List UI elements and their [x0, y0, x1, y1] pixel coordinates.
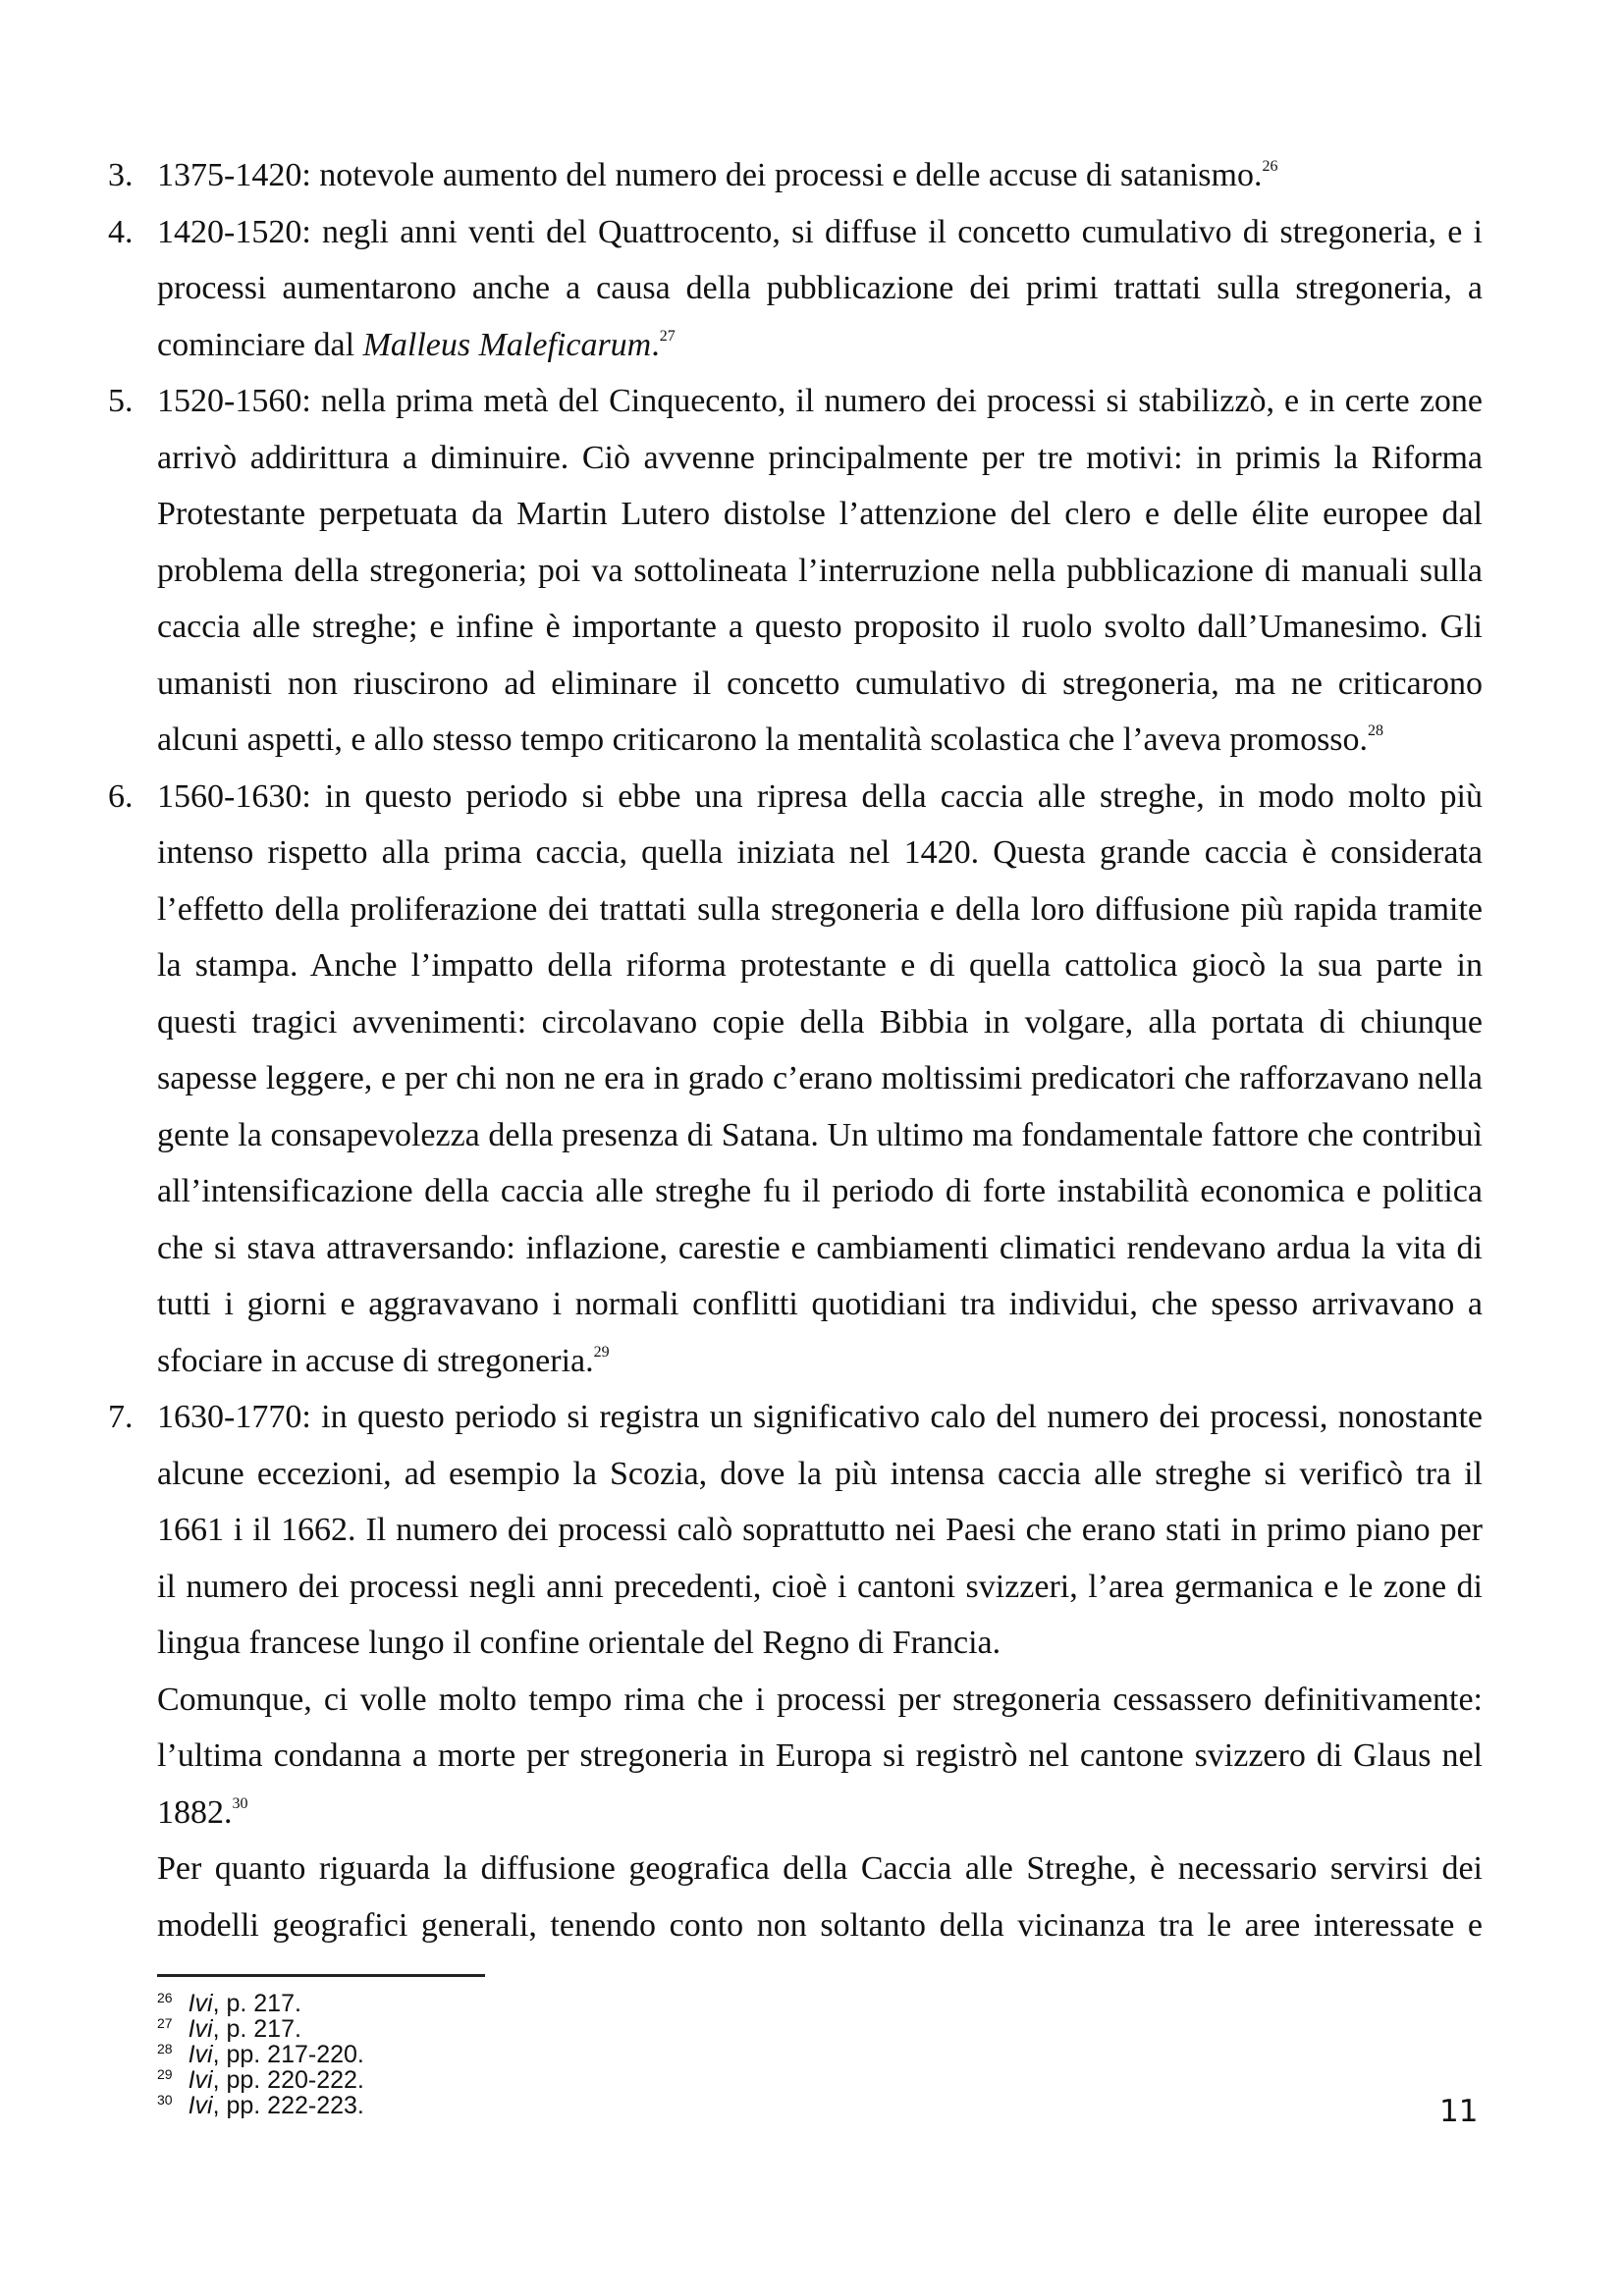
list-item-text: 1630-1770: in questo periodo si registra un significativo calo del numero dei processi, nonostante alcune eccezioni, ad esempio la Scozia, dove la più intensa caccia alle streghe si verificò tra il 1661 i il 1662. Il numero dei processi calò soprattutto nei Paesi che erano stati in primo piano per il numero dei processi negli anni precedenti, cioè i cantoni svizzeri, l’area germanica e le zone di lingua francese lungo il confine orientale del Regno di Francia.: [157, 1399, 1483, 1661]
list-item: [108, 1389, 1483, 1672]
footnote-reference: 30: [232, 1794, 248, 1812]
list-item-text: 1375-1420: notevole aumento del numero dei processi e delle accuse di satanismo.$^{26}$: [157, 157, 1278, 193]
footnotes: [157, 1991, 1041, 2118]
footnote-reference: 28: [1368, 722, 1384, 739]
footnote-number: 26: [157, 1990, 173, 2005]
list-item-text: 1420-1520: negli anni venti del Quattrocento, si diffuse il concetto cumulativo di stregoneria, e i processi aumentarono anche a causa della pubblicazione dei primi trattati sulla stregoneria, a cominciare dal Malleus Maleficarum.$^{27}$: [157, 213, 1483, 363]
body-text: [108, 147, 1483, 1953]
page-number: 11: [1439, 2094, 1479, 2129]
list-item-number: 7.: [108, 1399, 134, 1435]
list-item-text: 1520-1560: nella prima metà del Cinquecento, il numero dei processi si stabilizzò, e in certe zone arrivò addirittura a diminuire. Ciò avvenne principalmente per tre motivi: in primis la Riforma Protestante perpetuata da Martin Lutero distolse l’attenzione del clero e delle élite europee dal problema della stregoneria; poi va sottolineata l’interruzione nella pubblicazione di manuali sulla caccia alle streghe; e infine è importante a questo proposito il ruolo svolto dall’Umanesimo. Gli umanisti non riuscirono ad eliminare il concetto cumulativo di stregoneria, ma ne criticarono alcuni aspetti, e allo stesso tempo criticarono la mentalità scolastica che l’aveva promosso.$^{28}$: [157, 383, 1483, 758]
footnote-number: 27: [157, 2015, 173, 2031]
footnote-number: 30: [157, 2092, 173, 2108]
continuation-paragraph: Comunque, ci volle molto tempo rima che i processi per stregoneria cessassero definitivamente: l’ultima condanna a morte per stregoneria in Europa si registrò nel cantone svizzero di Glaus nel 1882.30: [157, 1681, 1483, 1831]
footnote: $^{28}$ Ivi, pp. 217-220.: [157, 2041, 364, 2068]
footnote: $^{27}$ Ivi, p. 217.: [157, 2015, 301, 2043]
list-item: [108, 147, 1483, 204]
footnote: $^{26}$ Ivi, p. 217.: [157, 1990, 301, 2017]
list-item-text: 1560-1630: in questo periodo si ebbe una ripresa della caccia alle streghe, in modo molto più intenso rispetto alla prima caccia, quella iniziata nel 1420. Questa grande caccia è considerata l’effetto della proliferazione dei trattati sulla stregoneria e della loro diffusione più rapida tramite la stampa. Anche l’impatto della riforma protestante e di quella cattolica giocò la sua parte in questi tragici avvenimenti: circolavano copie della Bibbia in volgare, alla portata di chiunque sapesse leggere, e per chi non ne era in grado c’erano moltissimi predicatori che rafforzavano nella gente la consapevolezza della presenza di Satana. Un ultimo ma fondamentale fattore che contribuì all’intensificazione della caccia alle streghe fu il periodo di forte instabilità economica e politica che si stava attraversando: inflazione, carestie e cambiamenti climatici rendevano ardua la vita di tutti i giorni e aggravavano i normali conflitti quotidiani tra individui, che spesso arrivavano a sfociare in accuse di stregoneria.$^{29}$: [157, 777, 1483, 1379]
list-item: [108, 769, 1483, 1390]
book-title: Malleus Maleficarum: [362, 326, 652, 363]
footnote-separator: [157, 1974, 485, 1977]
list-item-number: 4.: [108, 213, 134, 250]
list-item-number: 3.: [108, 157, 134, 193]
list-item-number: 5.: [108, 383, 134, 419]
footnote-reference: 26: [1262, 158, 1278, 175]
list-item-number: 6.: [108, 777, 134, 815]
footnote-number: 29: [157, 2066, 173, 2082]
list-item: [108, 373, 1483, 769]
footnote-reference: 27: [659, 327, 676, 345]
footnote: $^{29}$ Ivi, pp. 220-222.: [157, 2066, 364, 2094]
body-paragraph: Per quanto riguarda la diffusione geografica della Caccia alle Streghe, è necessario servirsi dei modelli geografici generali, tenendo conto non soltanto della vicinanza tra le aree interessate e: [157, 1850, 1483, 1944]
list-item: [108, 204, 1483, 374]
footnote-reference: 29: [593, 1343, 610, 1361]
footnote-number: 28: [157, 2041, 173, 2056]
footnote: $^{30}$ Ivi, pp. 222-223.: [157, 2092, 364, 2119]
